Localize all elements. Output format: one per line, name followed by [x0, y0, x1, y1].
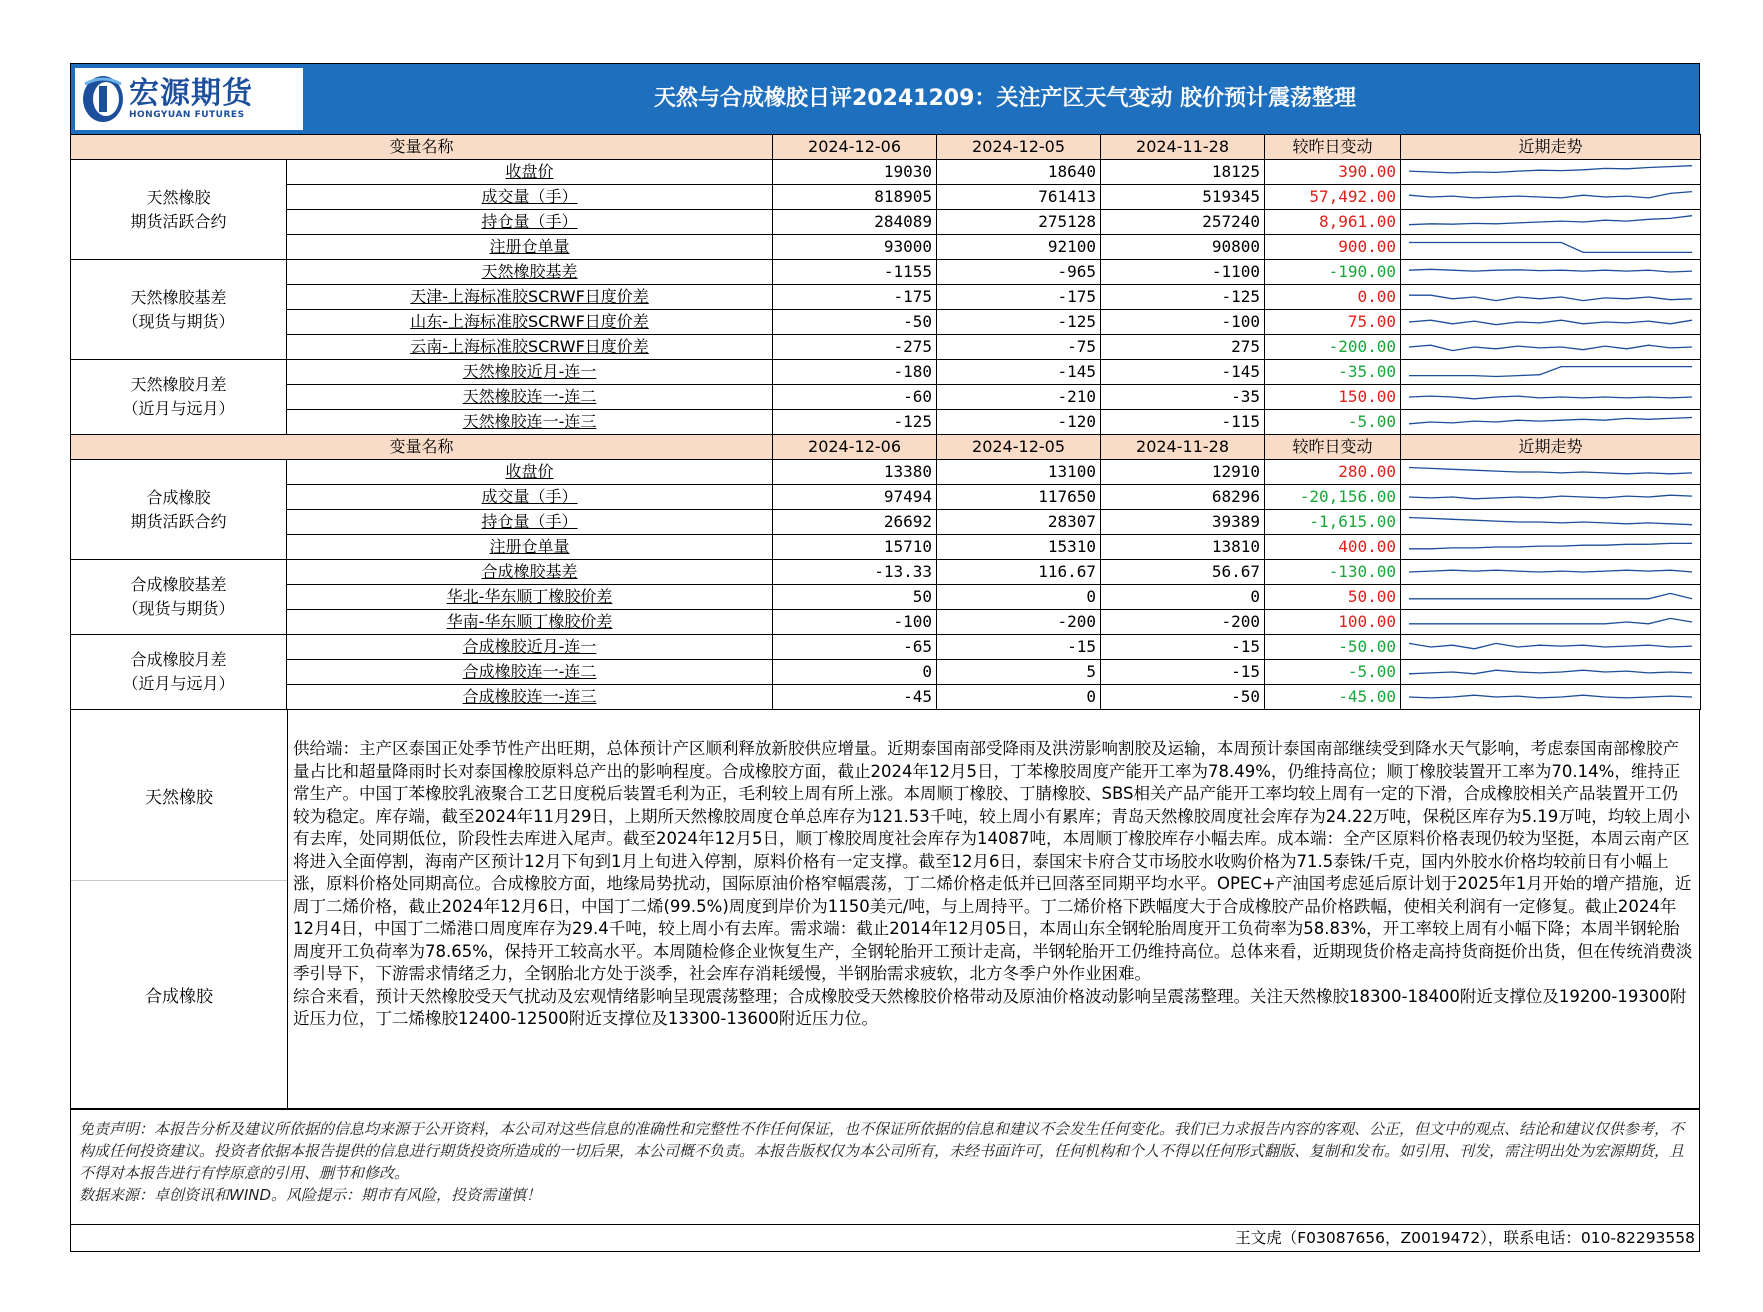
group-label-line: 期货活跃合约	[130, 211, 227, 231]
variable-name: 成交量（手）	[287, 185, 773, 210]
group-label-line: （现货与期货）	[122, 599, 235, 618]
col-header-name: 变量名称	[71, 435, 773, 460]
daily-change: 150.00	[1265, 385, 1401, 410]
trend-line	[1409, 618, 1692, 623]
daily-change: 390.00	[1265, 160, 1401, 185]
value-date2: -145	[937, 360, 1101, 385]
disclaimer	[70, 1109, 1700, 1225]
variable-name: 天然橡胶近月-连一	[287, 360, 773, 385]
value-date1: -175	[773, 285, 937, 310]
trend-cell	[1401, 160, 1701, 185]
commentary-text	[293, 738, 1693, 1031]
trend-cell	[1401, 510, 1701, 535]
table-row	[71, 310, 1701, 335]
value-date2: 92100	[937, 235, 1101, 260]
group-label-line: 期货活跃合约	[130, 511, 227, 531]
trend-sparkline	[1405, 236, 1696, 258]
trend-line	[1409, 518, 1692, 525]
trend-cell	[1401, 585, 1701, 610]
value-date1: 93000	[773, 235, 937, 260]
value-date1: -45	[773, 685, 937, 710]
daily-change: -50.00	[1265, 635, 1401, 660]
table-row	[71, 360, 1701, 385]
value-date3: 0	[1101, 585, 1265, 610]
value-date1: -180	[773, 360, 937, 385]
value-date3: 18125	[1101, 160, 1265, 185]
trend-line	[1409, 192, 1692, 198]
logo-en: HONGYUAN FUTURES	[129, 110, 245, 120]
daily-change: 280.00	[1265, 460, 1401, 485]
value-date3: 257240	[1101, 210, 1265, 235]
variable-name: 注册仓单量	[287, 535, 773, 560]
trend-cell	[1401, 185, 1701, 210]
variable-name: 合成橡胶连一-连三	[287, 685, 773, 710]
variable-name: 注册仓单量	[287, 235, 773, 260]
col-header-date3: 2024-11-28	[1101, 435, 1265, 460]
variable-name: 山东-上海标准胶SCRWF日度价差	[287, 310, 773, 335]
commentary-label-natural: 天然橡胶	[71, 710, 287, 881]
value-date3: 519345	[1101, 185, 1265, 210]
table-row	[71, 485, 1701, 510]
author-contact: 王文虎（F03087656，Z0019472），联系电话：010-82293558	[70, 1225, 1700, 1252]
value-date2: 761413	[937, 185, 1101, 210]
table-row	[71, 460, 1701, 485]
value-date3: -50	[1101, 685, 1265, 710]
col-header-change: 较昨日变动	[1265, 435, 1401, 460]
trend-cell	[1401, 310, 1701, 335]
value-date1: 818905	[773, 185, 937, 210]
value-date2: -200	[937, 610, 1101, 635]
trend-cell	[1401, 610, 1701, 635]
value-date1: -125	[773, 410, 937, 435]
trend-cell	[1401, 685, 1701, 710]
commentary-label-synthetic: 合成橡胶	[145, 986, 213, 1007]
daily-change: 75.00	[1265, 310, 1401, 335]
column-header-row	[71, 135, 1701, 160]
daily-change: -5.00	[1265, 660, 1401, 685]
value-date2: 28307	[937, 510, 1101, 535]
trend-line	[1409, 295, 1692, 300]
value-date2: 18640	[937, 160, 1101, 185]
trend-cell	[1401, 235, 1701, 260]
trend-sparkline	[1405, 536, 1696, 558]
value-date3: 13810	[1101, 535, 1265, 560]
value-date2: 15310	[937, 535, 1101, 560]
trend-sparkline	[1405, 186, 1696, 208]
company-logo	[75, 68, 303, 130]
col-header-change: 较昨日变动	[1265, 135, 1401, 160]
trend-cell	[1401, 335, 1701, 360]
group-label-line: （近月与远月）	[122, 399, 235, 418]
value-date1: 0	[773, 660, 937, 685]
daily-change: -1,615.00	[1265, 510, 1401, 535]
variable-name: 持仓量（手）	[287, 510, 773, 535]
row-group-label	[71, 260, 287, 360]
value-date3: -35	[1101, 385, 1265, 410]
value-date3: -200	[1101, 610, 1265, 635]
variable-name: 收盘价	[287, 160, 773, 185]
value-date2: -965	[937, 260, 1101, 285]
trend-line	[1409, 367, 1692, 377]
col-header-date1: 2024-12-06	[773, 435, 937, 460]
logo-cn: 宏源期货	[129, 76, 253, 111]
trend-sparkline	[1405, 636, 1696, 658]
daily-change: 400.00	[1265, 535, 1401, 560]
trend-cell	[1401, 660, 1701, 685]
commentary-paragraph-main: 供给端：主产区泰国正处季节性产出旺期，总体预计产区顺利释放新胶供应增量。近期泰国南部受降雨及洪涝影响割胶及运输，本周预计泰国南部继续受到降水天气影响，考虑泰国南部橡胶产量占比和超量降雨时长对泰国橡胶原料总产出的影响程度。合成橡胶方面，截止2024年12月5日，丁苯橡胶周度产能开工率为78.49%，仍维持高位；顺丁橡胶装置开工率为70.14%，维持正常生产。中国丁苯橡胶乳液聚合工艺日度税后装置毛利为正，毛利较上周有所上涨。本周顺丁橡胶、丁腈橡胶、SBS相关产品产能开工率均较上周有一定的下滑，合成橡胶相关产品装置开工仍较为稳定。库存端，截至2024年11月29日，上期所天然橡胶周度仓单总库存为121.53千吨，较上周小有累库；青岛天然橡胶周度社会库存为24.22万吨，保税区库存为5.19万吨，均较上周小有去库，处同期低位，阶段性去库进入尾声。截至2024年12月5日，顺丁橡胶周度社会库存为14087吨，本周顺丁橡胶库存小幅去库。成本端：全产区原料价格表现仍较为坚挺，本周云南产区将进入全面停割，海南产区预计12月下旬到1月上旬进入停割，原料价格有一定支撑。截至12月6日，泰国宋卡府合艾市场胶水收购价格为71.5泰铢/千克，国内外胶水价格均较前日有小幅上涨，原料价格处同期高位。合成橡胶方面，地缘局势扰动，国际原油价格窄幅震荡，丁二烯价格走低并已回落至同期平均水平。OPEC+产油国考虑延后原计划于2025年1月开始的增产措施，近周丁二烯价格，截止2024年12月6日，中国丁二烯(99.5%)周度到岸价为1150美元/吨，与上周持平。丁二烯价格下跌幅度大于合成橡胶产品价格跌幅，使相关利润有一定修复。截止2024年12月4日，中国丁二烯港口周度库存为29.4千吨，较上周小有去库。需求端：截止2014年12月05日，本周山东全钢轮胎周度开工负荷率为58.83%，开工率较上周有小幅下降；本周半钢轮胎周度开工负荷率为78.65%，保持开工较高水平。本周随检修企业恢复生产，全钢轮胎开工预计走高，半钢轮胎开工仍维持高位。总体来看，近期现货价格走高持货商挺价出货，但在传统消费淡季引导下，下游需求情绪乏力，全钢胎北方处于淡季，社会库存消耗缓慢，半钢胎需求疲软，北方冬季户外作业困难。	[293, 739, 1693, 983]
daily-change: -35.00	[1265, 360, 1401, 385]
value-date1: -65	[773, 635, 937, 660]
trend-line	[1409, 695, 1692, 698]
value-date1: 284089	[773, 210, 937, 235]
variable-name: 天津-上海标准胶SCRWF日度价差	[287, 285, 773, 310]
trend-sparkline	[1405, 361, 1696, 383]
trend-sparkline	[1405, 261, 1696, 283]
data-source: 数据来源：卓创资讯和WIND。风险提示：期市有风险，投资需谨慎！	[79, 1186, 542, 1204]
value-date2: 0	[937, 585, 1101, 610]
value-date1: 97494	[773, 485, 937, 510]
trend-line	[1409, 495, 1692, 499]
col-header-date2: 2024-12-05	[937, 435, 1101, 460]
value-date1: -50	[773, 310, 937, 335]
trend-sparkline	[1405, 336, 1696, 358]
value-date1: 13380	[773, 460, 937, 485]
value-date2: -210	[937, 385, 1101, 410]
variable-name: 天然橡胶连一-连二	[287, 385, 773, 410]
table-row	[71, 635, 1701, 660]
daily-change: -20,156.00	[1265, 485, 1401, 510]
value-date2: 275128	[937, 210, 1101, 235]
trend-sparkline	[1405, 211, 1696, 233]
value-date1: 15710	[773, 535, 937, 560]
trend-sparkline	[1405, 461, 1696, 483]
value-date3: 275	[1101, 335, 1265, 360]
table-row	[71, 210, 1701, 235]
disclaimer-text: 免责声明：本报告分析及建议所依据的信息均来源于公开资料，本公司对这些信息的准确性和完整性不作任何保证，也不保证所依据的信息和建议不会发生任何变化。我们已力求报告内容的客观、公正，但文中的观点、结论和建议仅供参考，不构成任何投资建议。投资者依据本报告提供的信息进行期货投资所造成的一切后果，本公司概不负责。本报告版权仅为本公司所有，未经书面许可，任何机构和个人不得以任何形式翻版、复制和发布。如引用、刊发，需注明出处为宏源期货，且不得对本报告进行有悖原意的引用、删节和修改。	[79, 1120, 1685, 1182]
table-row	[71, 185, 1701, 210]
commentary-section	[70, 710, 1700, 1109]
trend-sparkline	[1405, 386, 1696, 408]
value-date1: -60	[773, 385, 937, 410]
value-date2: 0	[937, 685, 1101, 710]
value-date2: 117650	[937, 485, 1101, 510]
group-label-line: （现货与期货）	[122, 311, 235, 331]
variable-name: 天然橡胶连一-连三	[287, 410, 773, 435]
trend-sparkline	[1405, 611, 1696, 633]
daily-change: -130.00	[1265, 560, 1401, 585]
trend-cell	[1401, 485, 1701, 510]
value-date3: -115	[1101, 410, 1265, 435]
daily-change: -5.00	[1265, 410, 1401, 435]
trend-cell	[1401, 460, 1701, 485]
table-row	[71, 260, 1701, 285]
value-date2: -75	[937, 335, 1101, 360]
table-row	[71, 410, 1701, 435]
table-row	[71, 510, 1701, 535]
value-date3: -15	[1101, 635, 1265, 660]
daily-change: 57,492.00	[1265, 185, 1401, 210]
report-title: 天然与合成橡胶日评20241209：关注产区天气变动 胶价预计震荡整理	[653, 86, 1357, 111]
trend-sparkline	[1405, 511, 1696, 533]
trend-cell	[1401, 410, 1701, 435]
trend-cell	[1401, 535, 1701, 560]
trend-line	[1409, 243, 1692, 253]
row-group-label	[71, 460, 287, 560]
value-date3: 12910	[1101, 460, 1265, 485]
variable-name: 持仓量（手）	[287, 210, 773, 235]
variable-name: 合成橡胶近月-连一	[287, 635, 773, 660]
trend-line	[1409, 670, 1692, 674]
commentary-paragraph-summary: 综合来看，预计天然橡胶受天气扰动及宏观情绪影响呈现震荡整理；合成橡胶受天然橡胶价格带动及原油价格波动影响呈震荡整理。关注天然橡胶18300-18400附近支撑位及19200-19300附近压力位，丁二烯橡胶12400-12500附近支撑位及13300-13600附近压力位。	[293, 986, 1687, 1028]
data-table	[70, 134, 1701, 710]
value-date3: 56.67	[1101, 560, 1265, 585]
value-date3: -100	[1101, 310, 1265, 335]
table-row	[71, 235, 1701, 260]
trend-line	[1409, 396, 1692, 399]
trend-line	[1409, 216, 1692, 225]
report-header	[70, 63, 1700, 134]
row-group-label	[71, 360, 287, 435]
trend-sparkline	[1405, 686, 1696, 708]
variable-name: 华南-华东顺丁橡胶价差	[287, 610, 773, 635]
table-row	[71, 685, 1701, 710]
value-date3: 39389	[1101, 510, 1265, 535]
value-date3: 68296	[1101, 485, 1265, 510]
group-label-line: （近月与远月）	[122, 674, 235, 693]
variable-name: 合成橡胶基差	[287, 560, 773, 585]
trend-line	[1409, 643, 1692, 648]
trend-cell	[1401, 635, 1701, 660]
daily-change: -190.00	[1265, 260, 1401, 285]
daily-change: 0.00	[1265, 285, 1401, 310]
trend-sparkline	[1405, 561, 1696, 583]
col-header-date3: 2024-11-28	[1101, 135, 1265, 160]
value-date1: -13.33	[773, 560, 937, 585]
variable-name: 天然橡胶基差	[287, 260, 773, 285]
column-header-row	[71, 435, 1701, 460]
trend-sparkline	[1405, 586, 1696, 608]
group-label-line: 合成橡胶月差	[130, 650, 227, 669]
value-date2: -120	[937, 410, 1101, 435]
group-label-line: 天然橡胶基差	[130, 287, 227, 307]
value-date1: 50	[773, 585, 937, 610]
table-row	[71, 560, 1701, 585]
trend-cell	[1401, 285, 1701, 310]
col-header-trend: 近期走势	[1401, 435, 1701, 460]
row-group-label	[71, 635, 287, 710]
trend-line	[1409, 418, 1692, 424]
trend-line	[1409, 269, 1692, 272]
trend-line	[1409, 468, 1692, 474]
variable-name: 成交量（手）	[287, 485, 773, 510]
variable-name: 合成橡胶连一-连二	[287, 660, 773, 685]
table-row	[71, 385, 1701, 410]
logo-mark-icon	[81, 74, 125, 124]
daily-change: -200.00	[1265, 335, 1401, 360]
value-date3: -145	[1101, 360, 1265, 385]
table-row	[71, 585, 1701, 610]
group-label-line: 天然橡胶月差	[130, 375, 227, 394]
trend-sparkline	[1405, 411, 1696, 433]
value-date2: -175	[937, 285, 1101, 310]
row-group-label	[71, 560, 287, 635]
trend-line	[1409, 320, 1692, 325]
trend-sparkline	[1405, 661, 1696, 683]
trend-cell	[1401, 560, 1701, 585]
trend-sparkline	[1405, 311, 1696, 333]
trend-sparkline	[1405, 286, 1696, 308]
table-row	[71, 285, 1701, 310]
table-row	[71, 610, 1701, 635]
daily-change: 8,961.00	[1265, 210, 1401, 235]
value-date2: -15	[937, 635, 1101, 660]
row-group-label	[71, 160, 287, 260]
report-sheet	[70, 63, 1700, 1252]
value-date2: -125	[937, 310, 1101, 335]
trend-line	[1409, 166, 1692, 173]
value-date3: -125	[1101, 285, 1265, 310]
trend-sparkline	[1405, 161, 1696, 183]
value-date3: -1100	[1101, 260, 1265, 285]
group-label-line: 天然橡胶	[146, 187, 211, 207]
daily-change: 900.00	[1265, 235, 1401, 260]
variable-name: 收盘价	[287, 460, 773, 485]
value-date3: 90800	[1101, 235, 1265, 260]
value-date1: 19030	[773, 160, 937, 185]
value-date1: -100	[773, 610, 937, 635]
table-row	[71, 660, 1701, 685]
value-date2: 5	[937, 660, 1101, 685]
group-label-line: 合成橡胶基差	[130, 575, 227, 594]
group-label-line: 合成橡胶	[146, 487, 211, 507]
value-date2: 116.67	[937, 560, 1101, 585]
trend-cell	[1401, 360, 1701, 385]
value-date2: 13100	[937, 460, 1101, 485]
trend-line	[1409, 345, 1692, 350]
daily-change: 100.00	[1265, 610, 1401, 635]
value-date3: -15	[1101, 660, 1265, 685]
col-header-date1: 2024-12-06	[773, 135, 937, 160]
trend-cell	[1401, 385, 1701, 410]
table-row	[71, 335, 1701, 360]
col-header-date2: 2024-12-05	[937, 135, 1101, 160]
daily-change: -45.00	[1265, 685, 1401, 710]
trend-line	[1409, 593, 1692, 598]
table-row	[71, 535, 1701, 560]
value-date1: 26692	[773, 510, 937, 535]
trend-line	[1409, 570, 1692, 572]
col-header-trend: 近期走势	[1401, 135, 1701, 160]
trend-cell	[1401, 210, 1701, 235]
value-date1: -275	[773, 335, 937, 360]
trend-line	[1409, 543, 1692, 548]
variable-name: 华北-华东顺丁橡胶价差	[287, 585, 773, 610]
trend-sparkline	[1405, 486, 1696, 508]
daily-change: 50.00	[1265, 585, 1401, 610]
trend-cell	[1401, 260, 1701, 285]
value-date1: -1155	[773, 260, 937, 285]
variable-name: 云南-上海标准胶SCRWF日度价差	[287, 335, 773, 360]
col-header-name: 变量名称	[71, 135, 773, 160]
table-row	[71, 160, 1701, 185]
